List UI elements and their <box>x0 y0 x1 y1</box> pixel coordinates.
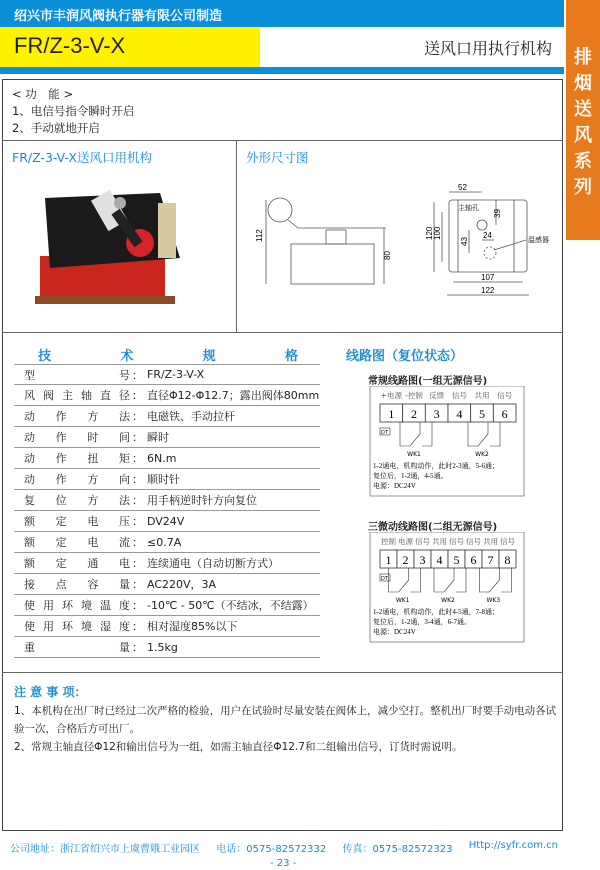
terminal-number: 2 <box>411 407 417 421</box>
spec-row <box>14 595 320 616</box>
spec-value: 电磁铁、手动拉杆 <box>147 410 235 423</box>
dim-label: 52 <box>458 183 467 192</box>
spec-value: 相对湿度85%以下 <box>147 620 238 633</box>
dim-label: 107 <box>481 273 495 282</box>
divider <box>2 140 563 141</box>
terminal-label: 共用 <box>483 537 498 546</box>
spec-key: 动作方向 <box>24 473 130 486</box>
spec-key: 重量 <box>24 641 130 654</box>
terminal-number: 3 <box>419 553 426 567</box>
dim-label: 主轴孔 <box>458 205 479 212</box>
terminal-label: 信号 <box>497 391 513 400</box>
series-char: 列 <box>574 177 592 198</box>
notes-list <box>14 702 558 756</box>
circuit-note: 1-2通电，机构动作，此时4-5通，7-8通； <box>373 608 499 616</box>
switch-wiring <box>434 568 466 592</box>
spec-key: 复位方法 <box>24 494 130 507</box>
spec-key: 型号 <box>24 368 130 382</box>
circuit-note: 复位后，1-2通，4-5通。 <box>373 472 448 480</box>
circuit-note: 电源：DC24V <box>373 482 416 490</box>
series-char: 风 <box>574 125 592 146</box>
footer-website[interactable]: Http://syfr.com.cn <box>468 840 558 851</box>
series-char: 送 <box>574 99 592 120</box>
spec-row <box>14 427 320 448</box>
coil-label: DT <box>381 430 388 436</box>
terminal-label: 控制 <box>381 537 396 546</box>
spec-heading <box>38 345 298 364</box>
spec-value: 6N.m <box>147 451 177 465</box>
colon: ： <box>132 452 143 465</box>
dimension-drawing <box>236 170 566 330</box>
colon: ： <box>132 473 143 486</box>
terminal-number: 2 <box>402 553 409 567</box>
colon: ： <box>132 494 143 507</box>
footer-address: 公司地址：浙江省绍兴市上虞曹娥工业园区 <box>10 844 200 855</box>
terminal-label: 信号 <box>500 537 515 546</box>
spec-key: 使用环境温度 <box>24 599 130 612</box>
switch-label: WK3 <box>486 597 501 604</box>
spec-key: 额定通电 <box>24 557 130 570</box>
notes-heading: 注 意 事 项： <box>14 685 87 699</box>
terminal-number: 6 <box>501 407 508 421</box>
company-banner: 绍兴市丰润风阀执行器有限公司制造 <box>0 0 564 27</box>
function-heading: < 功 能 > <box>12 87 74 101</box>
spec-value: 1.5kg <box>147 640 178 654</box>
switch-wiring <box>400 422 432 446</box>
spec-row <box>14 553 320 574</box>
series-tab <box>566 0 600 240</box>
spec-row <box>14 511 320 532</box>
spec-heading-char: 术 <box>120 349 134 364</box>
product-photo <box>30 168 200 318</box>
dim-label: 温感器 <box>528 237 549 244</box>
dim-label: 120 <box>425 226 434 240</box>
switch-wiring <box>479 568 511 592</box>
spec-table <box>14 364 320 658</box>
circuit-note: 电源：DC24V <box>373 628 416 636</box>
spec-row <box>14 469 320 490</box>
terminal-number: 7 <box>487 553 494 567</box>
spec-value: 连续通电（自动切断方式） <box>147 557 279 570</box>
dim-label: 80 <box>383 251 392 260</box>
spec-row <box>14 448 320 469</box>
circuit-note: 复位后，1-2通，3-4通，6-7通。 <box>373 618 471 626</box>
colon: ： <box>132 578 143 591</box>
circuit1-diagram <box>368 386 528 498</box>
terminal-number: 6 <box>470 553 477 567</box>
terminal-label: 共用 <box>474 391 490 400</box>
dim-label: 100 <box>433 226 442 240</box>
spec-key: 使用环境湿度 <box>24 620 130 633</box>
colon: ： <box>132 599 143 612</box>
terminal-label: 信号 <box>451 391 467 400</box>
spec-value: FR/Z-3-V-X <box>147 368 205 381</box>
circuit1-title: 常规线路图(一组无源信号) <box>368 376 488 387</box>
spec-key: 额定电流 <box>24 536 130 549</box>
function-section <box>12 86 134 137</box>
terminal-number: 1 <box>385 553 392 567</box>
divider <box>2 672 563 673</box>
series-char: 排 <box>574 47 592 68</box>
switch-label: WK2 <box>475 451 489 458</box>
terminal-label: 反馈 <box>429 391 445 400</box>
dim-label: 24 <box>483 231 492 240</box>
spec-key: 风阀主轴直径 <box>24 389 130 402</box>
footer-fax: 传真：0575-82572323 <box>342 844 453 855</box>
spec-value: DV24V <box>147 514 185 528</box>
note-item: 2、常规主轴直径Φ12和输出信号为一组，如需主轴直径Φ12.7和二组输出信号，订货时需说明。 <box>14 741 463 753</box>
spec-heading-char: 技 <box>38 349 52 364</box>
model-title: FR/Z-3-V-X <box>0 27 260 67</box>
terminal-number: 1 <box>388 407 395 421</box>
terminal-label: 信号 <box>415 537 430 546</box>
switch-wiring <box>468 422 500 446</box>
dim-label: 112 <box>255 229 264 242</box>
terminal-label: 共用 <box>432 537 447 546</box>
circuit-note: 1-2通电，机构动作，此时2-3通，5-6通； <box>373 462 499 470</box>
colon: ： <box>132 641 143 654</box>
colon: ： <box>132 389 143 402</box>
terminal-number: 8 <box>504 553 511 567</box>
dim-label: 39 <box>493 209 502 218</box>
spec-key: 动作扭矩 <box>24 452 130 465</box>
spec-row <box>14 637 320 658</box>
function-item: 1、电信号指令瞬时开启 <box>12 104 135 118</box>
spec-row <box>14 385 320 406</box>
footer <box>10 840 558 855</box>
colon: ： <box>132 515 143 528</box>
spec-value: 瞬时 <box>147 431 169 444</box>
terminal-label: +电源 <box>380 391 402 400</box>
spec-key: 动作方法 <box>24 410 130 423</box>
spec-row <box>14 616 320 637</box>
terminal-label: 电源 <box>398 537 413 546</box>
product-title: FR/Z-3-V-X送风口用机构 <box>12 150 152 165</box>
terminal-number: 4 <box>436 553 443 567</box>
spec-heading-char: 格 <box>284 349 298 364</box>
spec-key: 动作时间 <box>24 431 130 444</box>
terminal-number: 5 <box>479 407 485 421</box>
series-char: 系 <box>574 151 592 172</box>
page-number: - 23 - <box>270 858 297 869</box>
switch-label: WK2 <box>441 597 455 604</box>
colon: ： <box>132 431 143 444</box>
spec-row <box>14 406 320 427</box>
colon: ： <box>132 368 143 382</box>
spec-value: AC220V，3A <box>147 578 217 591</box>
series-char: 烟 <box>574 73 592 94</box>
terminal-number: 3 <box>433 407 440 421</box>
terminal-number: 5 <box>453 553 460 567</box>
spec-value: 用手柄逆时针方向复位 <box>147 494 257 507</box>
colon: ： <box>132 536 143 549</box>
switch-wiring <box>389 568 421 592</box>
spec-row <box>14 574 320 595</box>
switch-label: WK1 <box>407 451 421 458</box>
dim-label: 43 <box>460 237 469 246</box>
coil-label: DT <box>381 576 388 582</box>
terminal-label: 信号 <box>466 537 481 546</box>
colon: ： <box>132 557 143 570</box>
switch-label: WK1 <box>395 597 410 604</box>
spec-value: ≤0.7A <box>147 535 182 549</box>
circuit2-diagram <box>368 532 528 644</box>
spec-value: -10℃ - 50℃（不结冰，不结露） <box>147 599 314 612</box>
divider <box>2 332 563 333</box>
spec-row <box>14 532 320 553</box>
product-subtitle: 送风口用执行机构 <box>423 39 552 58</box>
circuit-title: 线路图（复位状态） <box>346 349 464 364</box>
terminal-label: -控制 <box>405 391 423 400</box>
terminal-number: 4 <box>456 407 463 421</box>
spec-row <box>14 364 320 385</box>
spec-key: 接点容量 <box>24 578 130 591</box>
header-divider <box>0 67 564 74</box>
circuit2-title: 三微动线路图(二组无源信号) <box>368 522 498 533</box>
spec-row <box>14 490 320 511</box>
spec-value: 顺时针 <box>147 473 180 486</box>
footer-phone: 电话：0575-82572332 <box>216 844 327 855</box>
terminal-label: 信号 <box>449 537 464 546</box>
spec-key: 额定电压 <box>24 515 130 528</box>
dim-label: 122 <box>481 286 495 295</box>
colon: ： <box>132 410 143 423</box>
spec-value: 直径Φ12-Φ12.7；露出阀体80mm <box>147 389 320 402</box>
function-item: 2、手动就地开启 <box>12 121 100 135</box>
dimension-title: 外形尺寸图 <box>246 150 309 165</box>
note-item: 1、本机构在出厂时已经过二次严格的检验，用户在试验时尽量安装在阀体上，减少空打。整机出厂时要手动电动各试验一次，合格后方可出厂。 <box>14 705 557 735</box>
spec-heading-char: 规 <box>202 349 216 364</box>
colon: ： <box>132 620 143 633</box>
